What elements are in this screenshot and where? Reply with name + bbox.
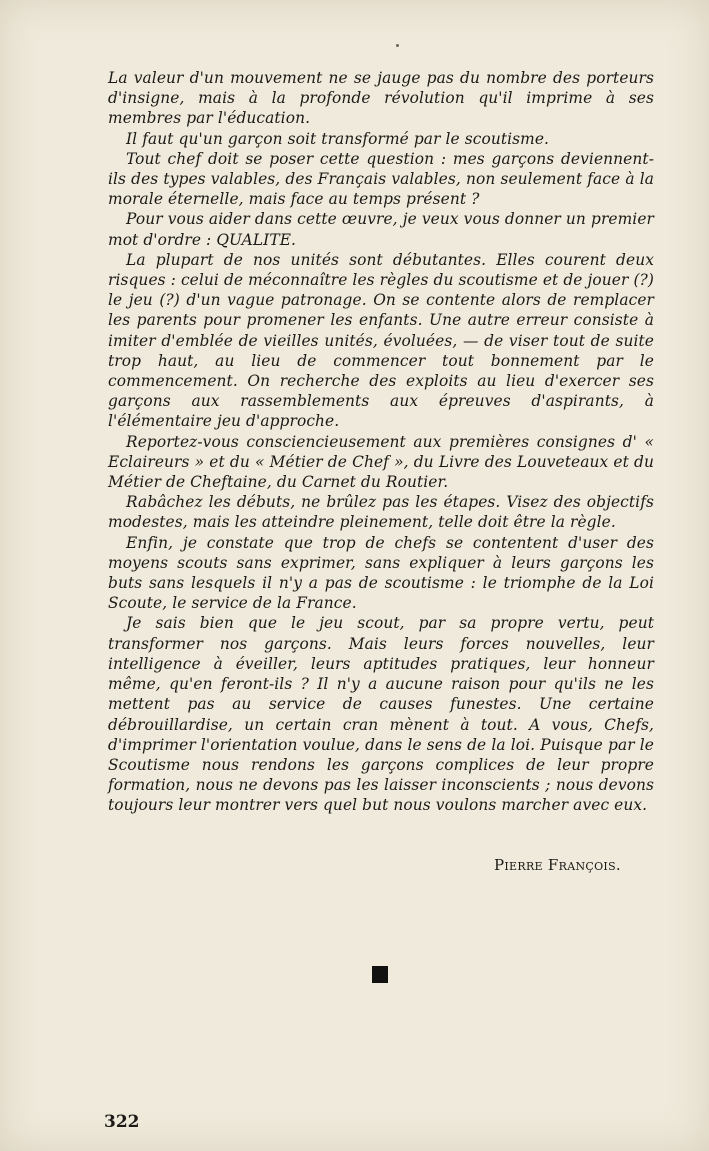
author-signature: Pierre François.: [494, 856, 621, 874]
paragraph: Reportez-vous consciencieusement aux premières consignes d' « Eclaireurs » et du « Métier de Chef », du Livre des Louveteaux et du Métier de Cheftaine, du Carnet du Routier.: [108, 432, 654, 492]
paragraph: Enfin, je constate que trop de chefs se contentent d'user des moyens scouts sans exprimer, sans expliquer à leurs garçons les buts sans lesquels il n'y a pas de scoutisme : le triomphe de la Loi Scoute, le service de la France.: [108, 533, 654, 613]
paragraph: La valeur d'un mouvement ne se jauge pas du nombre des porteurs d'insigne, mais à la profonde révolution qu'il imprime à ses membres par l'éducation.: [108, 69, 654, 128]
paragraph: Il faut qu'un garçon soit transformé par le scoutisme.: [126, 129, 550, 148]
ink-speck: [396, 44, 399, 47]
paragraph: Pour vous aider dans cette œuvre, je veux vous donner un premier mot d'ordre : QUALITE.: [108, 210, 654, 249]
end-of-article-square-icon: [372, 966, 388, 983]
paragraph: Tout chef doit se poser cette question : mes garçons deviennent-ils des types valables, des Français valables, non seulement face à la morale éternelle, mais face au temps présent ?: [108, 149, 654, 209]
paragraph: La plupart de nos unités sont débutantes. Elles courent deux risques : celui de méconnaître les règles du scoutisme et de jouer (?) le jeu (?) d'un vague patronage. On se contente alors de remplacer les parents pour promener les enfants. Une autre erreur consiste à imiter d'emblée de vieilles unités, évoluées, — de viser tout de suite trop haut, au lieu de commencer tout bonnement par le commencement. On recherche des exploits au lieu d'exercer ses garçons aux rassemblements aux épreuves d'aspirants, à l'élémentaire jeu d'approche.: [108, 250, 654, 431]
paragraph: Je sais bien que le jeu scout, par sa propre vertu, peut transformer nos garçons. Mais leurs forces nouvelles, leur intelligence à éveiller, leurs aptitudes pratiques, leur honneur même, qu'en feront-ils ? Il n'y a aucune raison pour qu'ils ne les mettent pas au service de causes funestes. Une certaine débrouillardise, un certain cran mènent à tout. A vous, Chefs, d'imprimer l'orientation voulue, dans le sens de la loi. Puisque par le Scoutisme nous rendons les garçons complices de leur propre formation, nous ne devons pas les laisser inconscients ; nous devons toujours leur montrer vers quel but nous voulons marcher avec eux.: [108, 614, 654, 815]
article-body: [108, 68, 654, 816]
page-number: 322: [104, 1112, 140, 1132]
paragraph: Rabâchez les débuts, ne brûlez pas les étapes. Visez des objectifs modestes, mais les atteindre pleinement, telle doit être la règle.: [108, 493, 654, 532]
